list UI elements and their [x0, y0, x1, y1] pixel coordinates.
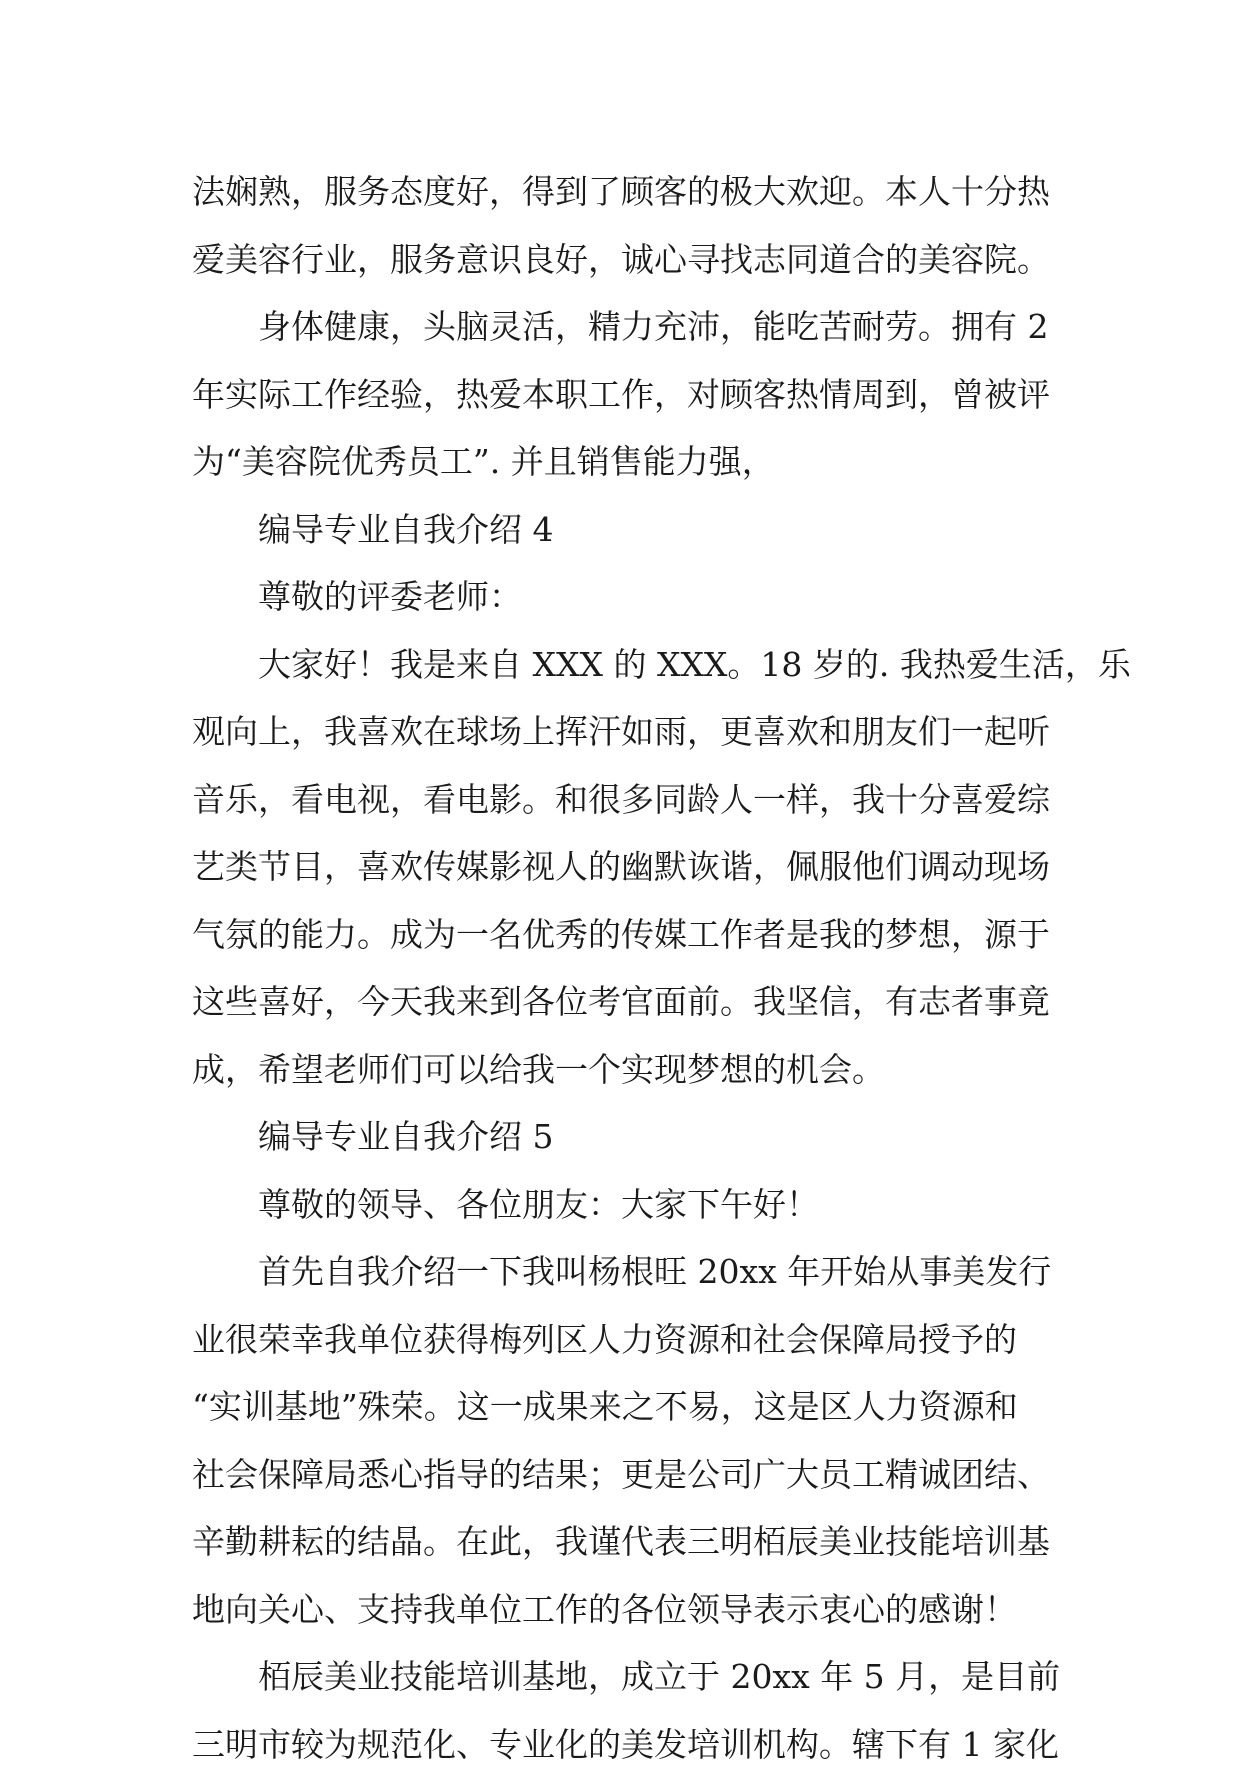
text-line: 这些喜好，今天我来到各位考官面前。我坚信，有志者事竟: [192, 968, 1052, 1036]
text-line: 地向关心、支持我单位工作的各位领导表示衷心的感谢！: [192, 1576, 1052, 1644]
text-line: 音乐，看电视，看电影。和很多同龄人一样，我十分喜爱综: [192, 766, 1052, 834]
text-line: “实训基地”殊荣。这一成果来之不易，这是区人力资源和: [192, 1373, 1052, 1441]
text-line: 首先自我介绍一下我叫杨根旺 20xx 年开始从事美发行: [192, 1238, 1052, 1306]
text-line: 气氛的能力。成为一名优秀的传媒工作者是我的梦想，源于: [192, 901, 1052, 969]
document-body: [192, 158, 1052, 1778]
text-line: 法娴熟，服务态度好，得到了顾客的极大欢迎。本人十分热: [192, 158, 1052, 226]
text-line: 栢辰美业技能培训基地，成立于 20xx 年 5 月，是目前: [192, 1643, 1052, 1711]
text-line: 大家好！我是来自 XXX 的 XXX。18 岁的. 我热爱生活，乐: [192, 631, 1052, 699]
section-heading: 编导专业自我介绍 5: [192, 1103, 1052, 1171]
text-line: 业很荣幸我单位获得梅列区人力资源和社会保障局授予的: [192, 1306, 1052, 1374]
text-line: 社会保障局悉心指导的结果；更是公司广大员工精诚团结、: [192, 1441, 1052, 1509]
text-line: 爱美容行业，服务意识良好，诚心寻找志同道合的美容院。: [192, 226, 1052, 294]
text-line: 辛勤耕耘的结晶。在此，我谨代表三明栢辰美业技能培训基: [192, 1508, 1052, 1576]
text-line: 为“美容院优秀员工”. 并且销售能力强，: [192, 428, 1052, 496]
salutation: 尊敬的评委老师：: [192, 563, 1052, 631]
text-line: 艺类节目，喜欢传媒影视人的幽默诙谐，佩服他们调动现场: [192, 833, 1052, 901]
text-line: 成，希望老师们可以给我一个实现梦想的机会。: [192, 1036, 1052, 1104]
text-line: 身体健康，头脑灵活，精力充沛，能吃苦耐劳。拥有 2: [192, 293, 1052, 361]
text-line: 年实际工作经验，热爱本职工作，对顾客热情周到，曾被评: [192, 361, 1052, 429]
text-line: 三明市较为规范化、专业化的美发培训机构。辖下有 1 家化: [192, 1711, 1052, 1778]
salutation: 尊敬的领导、各位朋友：大家下午好！: [192, 1171, 1052, 1239]
text-line: 观向上，我喜欢在球场上挥汗如雨，更喜欢和朋友们一起听: [192, 698, 1052, 766]
section-heading: 编导专业自我介绍 4: [192, 496, 1052, 564]
